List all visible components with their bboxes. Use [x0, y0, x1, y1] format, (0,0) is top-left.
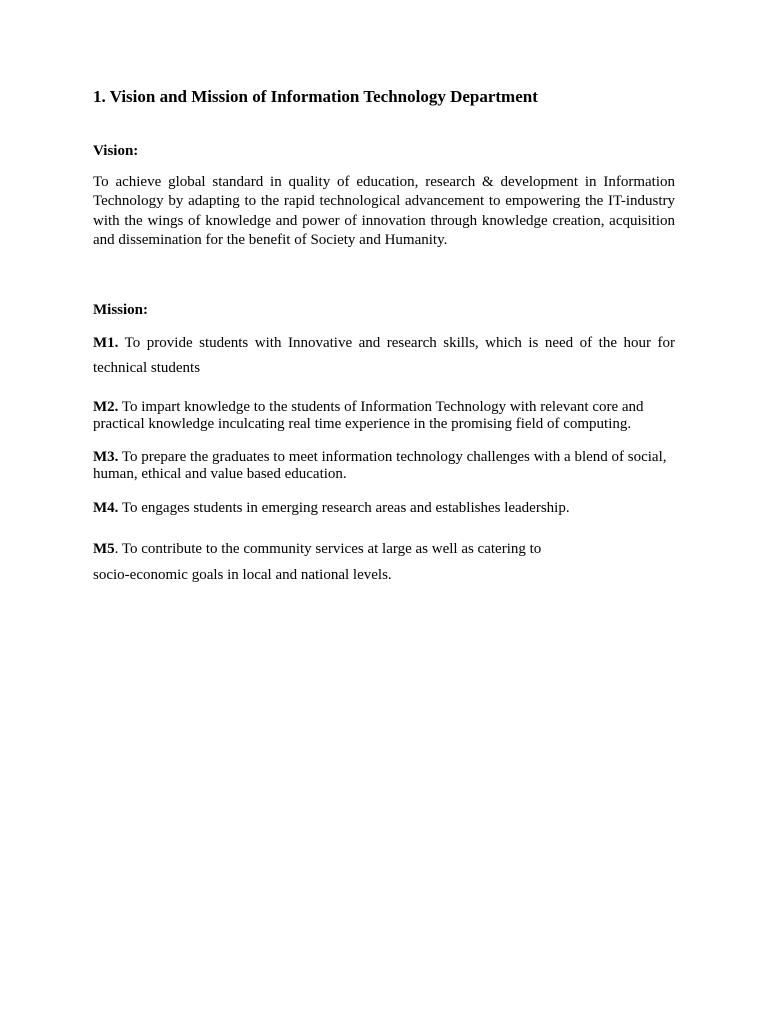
mission-m5-line-1	[93, 536, 675, 562]
mission-text-m4: To engages students in emerging research areas and establishes leadership.	[118, 500, 570, 516]
mission-item-m2	[93, 399, 675, 433]
mission-item-m3	[93, 449, 675, 483]
mission-heading: Mission:	[93, 302, 149, 318]
vision-heading: Vision:	[93, 143, 139, 159]
mission-text-m2: To impart knowledge to the students of Information Technology with relevant core and practical knowledge inculcating real time experience in the promising field of computing.	[93, 399, 644, 432]
mission-label-m5: M5	[93, 541, 115, 557]
mission-label-m1: M1.	[93, 335, 119, 351]
mission-label-m4: M4.	[93, 500, 119, 516]
mission-label-m2: M2.	[93, 399, 119, 415]
vision-paragraph: To achieve global standard in quality of education, research & development in Information Technology by adapting to the rapid technological advancement to empowering the IT-industry with the wings of knowledge and power of innovation through knowledge creation, acquisition and dissemination for the benefit of Society and Humanity.	[93, 174, 675, 248]
mission-item-m5	[93, 536, 675, 588]
mission-text-m5-part2: socio-economic goals in local and national levels.	[93, 567, 392, 583]
mission-item-m4	[93, 499, 675, 518]
mission-label-m3: M3.	[93, 449, 119, 465]
mission-text-m3: To prepare the graduates to meet information technology challenges with a blend of social, human, ethical and value based education.	[93, 449, 667, 482]
mission-text-m1: To provide students with Innovative and research skills, which is need of the hour for technical students	[93, 335, 675, 376]
mission-item-m1	[93, 331, 675, 381]
document-title: 1. Vision and Mission of Information Technology Department	[93, 87, 538, 106]
mission-text-m5-part1: . To contribute to the community services at large as well as catering to	[114, 541, 542, 557]
